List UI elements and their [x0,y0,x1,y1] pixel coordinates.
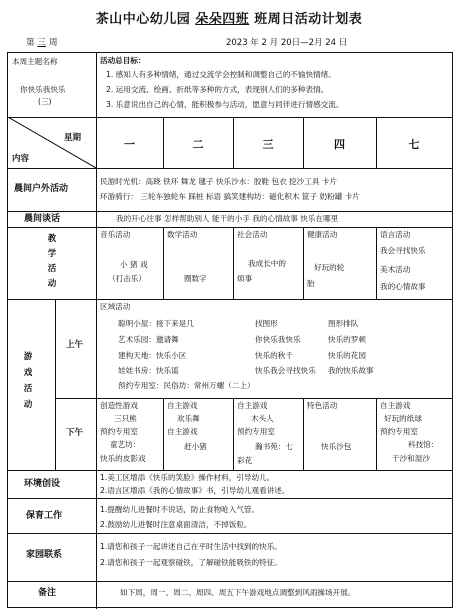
family-line: 1.请您和孩子一起讲述自己在平时生活中找到的快乐。 [100,542,282,551]
pm-game-item: 欢乐舞 [177,414,200,423]
teaching-subject: 语言活动 [380,230,411,239]
goals-title: 活动总目标： [100,56,146,65]
goal-item: 3. 乐意说出自己的心情，能积极参与活动，愿意与同伴进行情感交流。 [106,100,344,109]
pm-game-item: 预约专用室 [100,427,138,436]
teaching-subject: 音乐活动 [100,230,131,239]
teaching-label-char: 学 [47,249,57,259]
games-label-char: 游 [23,352,33,362]
teaching-topic: 我成长中的 [248,259,286,268]
pm-game-item: 自主游戏 [167,401,198,410]
day-header-fri: 七 [408,138,420,151]
area-item: 图形排队 [328,319,359,328]
pm-game-item: 干沙和湿沙 [392,454,430,463]
teaching-label-char: 教 [47,234,57,244]
family-label: 家园联系 [26,550,63,560]
pm-game-item: 木头人 [251,414,274,423]
area-item: 艺术乐园：邀请舞 [118,335,179,344]
family-line: 2.请您和孩子一起观察碰铁，了解碰铁能吸铁的特征。 [100,558,282,567]
theme-name: 你快乐我快乐 [20,85,66,94]
area-item: 快乐我会寻找快乐 [255,366,316,375]
teaching-topic: 小 猪 戏 [120,260,148,269]
pm-game-item: 科技馆： [408,440,439,449]
outdoor-label: 晨间户外活动 [14,184,69,194]
day-header-thu: 四 [334,138,345,151]
area-item: 我的快乐故事 [328,366,374,375]
teaching-label-char: 动 [47,279,57,289]
pm-game-item: 好玩的纸球 [384,414,422,423]
teaching-label-char: 活 [47,264,57,274]
teaching-topic: （打击乐） [108,274,146,283]
morning-label: 上午 [66,340,84,350]
goal-item: 1. 感知人有多种情绪，通过交流学会控制和调整自己的不愉快情绪。 [106,70,336,79]
goal-item: 2. 运用交流、绘画、折纸等多种的方式，表现别人们的多种表情。 [106,85,329,94]
pm-game-item: 预约专用室 [380,427,418,436]
title-suffix: 班周日活动计划表 [254,12,363,27]
outdoor-line: 民游时光机：高跷 铁环 舞龙 毽子 快乐沙水：胶鞋 包衣 挖沙工具 卡片 [100,177,338,186]
day-header-mon: 一 [124,138,135,151]
teaching-topic: 我的心情故事 [380,282,426,291]
day-header-wed: 三 [262,138,274,151]
morning-talk-label: 晨间谈话 [24,214,61,224]
area-item: 你快乐我快乐 [255,335,301,344]
pm-game-item: 快乐沙包 [321,442,352,451]
pm-game-item: 特色活动 [307,401,338,410]
date-range: 2023 年 2 月 20日—2月 24 日 [226,38,348,48]
pm-game-item: 创造性游戏 [100,401,138,410]
care-line: 2.鼓励幼儿进餐时注意桌面清洁，不掉饭粒。 [100,520,252,529]
teaching-topic: 胎 [307,279,315,288]
kindergarten-name: 茶山中心幼儿园 [95,12,191,27]
morning-talk-text: 我的开心往事 怎样帮助别人 能干的小手 我的心情故事 快乐在哪里 [116,214,339,223]
class-name: 朵朵四班 [195,12,250,27]
environment-line: 1.美工区增添《快乐的笑脸》操作材料，引导幼儿。 [100,473,275,482]
theme-index: (三) [38,97,52,106]
area-item: 预约专用室：民俗坊：常州万螺（二上） [118,381,255,390]
afternoon-label: 下午 [66,428,84,438]
environment-line: 2.语言区增添《我的心情故事》书，引导幼儿观看讲述。 [100,486,290,495]
area-item: 建构天地：快乐小区 [118,351,187,360]
theme-label: 本周主题名称 [12,57,58,66]
notes-text: 如下周，周一、周二、周四、周五下午游戏地点调整到风雨操场开展。 [120,588,356,597]
pm-game-item: 自主游戏 [237,401,268,410]
games-label-char: 戏 [23,368,33,378]
pm-game-item: 快乐的皮影戏 [100,454,146,463]
area-activity-title: 区域活动 [100,302,131,311]
pm-game-item: 自主游戏 [167,427,198,436]
page-title [0,8,458,27]
teaching-subject: 数学活动 [167,230,198,239]
week-info [0,36,458,50]
content-label: 内容 [12,154,30,164]
teaching-topic: 我会寻找快乐 [380,246,426,255]
teaching-topic: 烦事 [237,274,253,283]
pm-game-item: 瀚书苑：七 [255,442,293,451]
pm-game-item: 彩花 [237,456,253,465]
area-item: 娃娃书房：快乐谣 [118,366,179,375]
teaching-subject: 健康活动 [307,230,338,239]
pm-game-item: 三只熊 [114,414,137,423]
outdoor-line: 环游骑行： 三轮车独轮车 踩桩 标语 搞笑建构坊：磁化积木 筐子 奶粉罐 卡片 [100,192,360,201]
day-header-tue: 二 [192,138,204,151]
teaching-topic: 好玩的轮 [314,263,345,272]
pm-game-item: 童艺坊： [110,440,141,449]
week-number: 第 三 周 [26,38,58,48]
teaching-topic: 圈数字 [184,274,207,283]
games-label-char: 动 [23,400,33,410]
pm-game-item: 赶小猪 [184,442,207,451]
teaching-subject: 美术活动 [380,265,411,274]
weekday-label: 星期 [64,133,82,143]
area-item: 聪明小屋：接下来是几 [118,319,194,328]
environment-label: 环境创设 [24,479,61,489]
plan-table [7,52,453,608]
pm-game-item: 自主游戏 [380,401,411,410]
care-line: 1.提醒幼儿进餐时不说话，防止食物呛入气管。 [100,505,260,514]
pm-game-item: 预约专用室 [237,427,275,436]
area-item: 快乐的秋千 [255,351,293,360]
area-item: 快乐的罗顿 [328,335,366,344]
notes-label: 备注 [38,588,57,598]
care-label: 保育工作 [26,511,63,521]
area-item: 找图形 [255,319,278,328]
area-item: 快乐的花园 [328,351,366,360]
games-label-char: 活 [23,384,33,394]
teaching-subject: 社会活动 [237,230,268,239]
